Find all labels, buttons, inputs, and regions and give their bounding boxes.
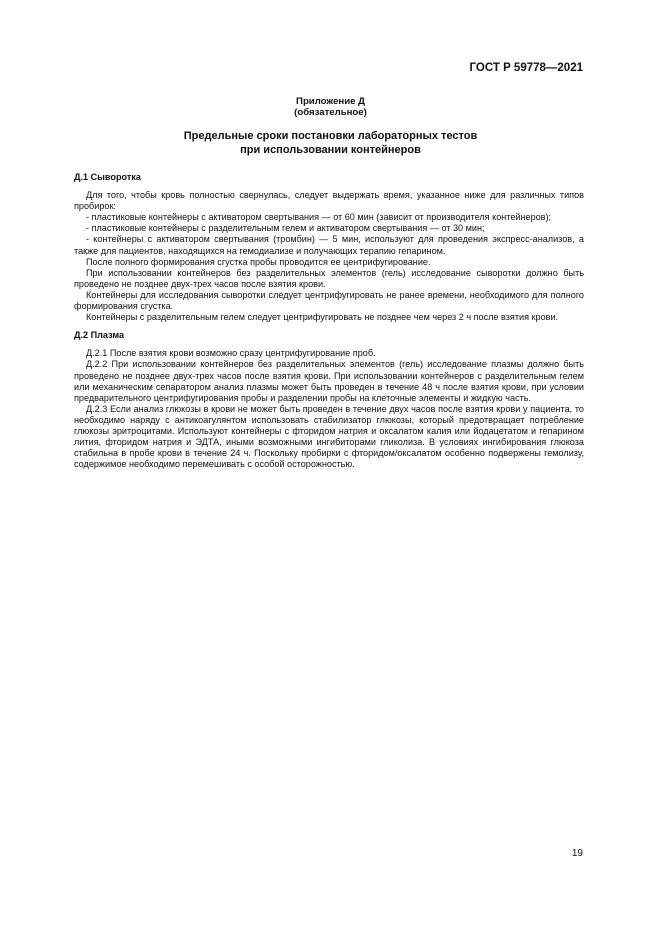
title-line-1: Предельные сроки постановки лабораторных тестов bbox=[183, 130, 478, 142]
document-body bbox=[74, 172, 584, 470]
paragraph: Контейнеры для исследования сыворотки следует центрифугировать не ранее времени, необходимого для полного формирования сгустка. bbox=[74, 289, 584, 312]
title-line-2: при использовании контейнеров bbox=[240, 144, 421, 156]
list-item: - пластиковые контейнеры с активатором свертывания — от 60 мин (зависит от производителя контейнеров); bbox=[86, 212, 552, 223]
document-code: ГОСТ Р 59778—2021 bbox=[469, 62, 583, 74]
list-item: - контейнеры с активатором свертывания (тромбин) — 5 мин, используют для проведения экспресс-анализов, а также для пациентов, находящихся на гемодиализе и получающих терапию гепарином. bbox=[74, 234, 584, 256]
page-title bbox=[0, 129, 661, 157]
appendix-label: Приложение Д bbox=[296, 96, 365, 107]
paragraph: Д.2.2 При использовании контейнеров без разделительных элементов (гель) исследование плазмы должно быть проведено не позднее двух-трех часов после взятия крови. При использовании контейнеров с разделительным гелем или механическим сепаратором анализ плазмы может быть проведен в течение 48 ч после взятия крови, при условии предварительного центрифугирования пробы и разделении пробы на клеточные элементы и жидкую часть. bbox=[74, 359, 584, 403]
paragraph: При использовании контейнеров без разделительных элементов (гель) исследование сыворотки должно быть проведено не позднее двух-трех часов после взятия крови. bbox=[74, 267, 584, 289]
paragraph: Д.2.3 Если анализ глюкозы в крови не может быть проведен в течение двух часов после взятия крови у пациента, то необходимо наряду с антикоагулянтом использовать стабилизатор глюкозы, который предотвращает потребление глюкозы эритроцитами. Используют контейнеры с фторидом натрия и оксалатом калия или йодацетатом и гепарином лития, фторидом натрия и ЭДТА, иными возможными ингибиторами гликолиза. В условиях ингибирования глюкоза стабильна в пробе крови в течение 24 ч. Поскольку пробирки с фторидом/оксалатом особенно подвержены гемолизу, содержимое необходимо перемешивать с особой осторожностью. bbox=[74, 403, 584, 470]
appendix-status: (обязательное) bbox=[294, 107, 367, 118]
paragraph: Для того, чтобы кровь полностью свернулась, следует выдержать время, указанное ниже для различных типов пробирок: bbox=[74, 190, 584, 212]
paragraph: После полного формирования сгустка пробы проводится ее центрифугирование. bbox=[86, 256, 431, 267]
list-item: - пластиковые контейнеры с разделительным гелем и активатором свертывания — от 30 мин; bbox=[86, 223, 485, 234]
page-number: 19 bbox=[571, 848, 583, 859]
appendix-heading bbox=[0, 96, 661, 118]
section-heading-plasma: Д.2 Плазма bbox=[74, 330, 125, 341]
paragraph: Контейнеры с разделительным гелем следует центрифугировать не позднее чем через 2 ч после взятия крови. bbox=[86, 312, 559, 323]
paragraph: Д.2.1 После взятия крови возможно сразу центрифугирование проб. bbox=[86, 348, 376, 359]
section-heading-serum: Д.1 Сыворотка bbox=[74, 172, 141, 182]
